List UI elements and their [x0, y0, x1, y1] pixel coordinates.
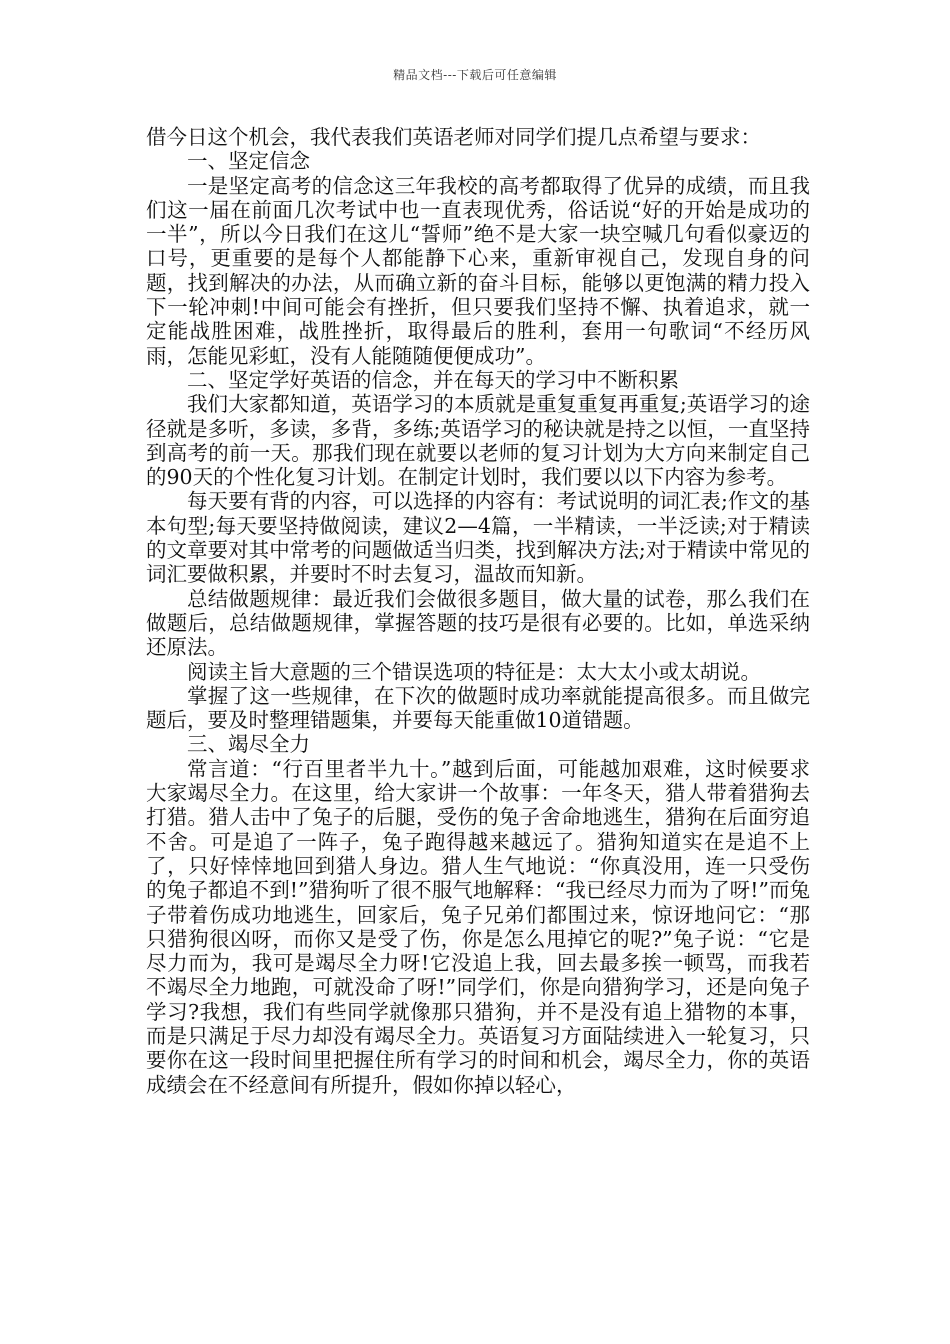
paragraph-daily-recitation: 每天要有背的内容，可以选择的内容有：考试说明的词汇表;作文的基本句型;每天要坚持做阅读，建议2—4篇，一半精读，一半泛读;对于精读的文章要对其中常考的问题做适当归类，找到解决方法;对于精读中常见的词汇要做积累，并要时不时去复习，温故而知新。 [146, 489, 810, 587]
page-header: 精品文档---下载后可任意编辑 [393, 68, 557, 82]
paragraph-summary-rules: 总结做题规律：最近我们会做很多题目，做大量的试卷，那么我们在做题后，总结做题规律，掌握答题的技巧是很有必要的。比如，单选采纳还原法。 [146, 586, 810, 660]
section-heading-1: 一、坚定信念 [187, 149, 310, 174]
paragraph-reading-options: 阅读主旨大意题的三个错误选项的特征是：太大太小或太胡说。 [187, 659, 761, 684]
section-heading-2: 二、坚定学好英语的信念，并在每天的学习中不断积累 [187, 367, 679, 392]
section-heading-3: 三、竭尽全力 [187, 732, 310, 757]
document-body [146, 125, 810, 1097]
paragraph-story: 常言道：“行百里者半九十。”越到后面，可能越加艰难，这时候要求大家竭尽全力。在这里，给大家讲一个故事：一年冬天，猎人带着猎狗去打猎。猎人击中了兔子的后腿，受伤的兔子舍命地逃生，猎狗在后面穷追不舍。可是追了一阵子，兔子跑得越来越远了。猎狗知道实在是追不上了，只好悻悻地回到猎人身边。猎人生气地说：“你真没用，连一只受伤的兔子都追不到!”猎狗听了很不服气地解释：“我已经尽力而为了呀!”而兔子带着伤成功地逃生，回家后，兔子兄弟们都围过来，惊讶地问它：“那只猎狗很凶呀，而你又是受了伤，你是怎么甩掉它的呢?”兔子说：“它是尽力而为，我可是竭尽全力呀!它没追上我，回去最多挨一顿骂，而我若不竭尽全力地跑，可就没命了呀!”同学们，你是向猎狗学习，还是向兔子学习?我想，我们有些同学就像那只猎狗，并不是没有追上猎物的本事，而是只满足于尽力却没有竭尽全力。英语复习方面陆续进入一轮复习，只要你在这一段时间里把握住所有学习的时间和机会，竭尽全力，你的英语成绩会在不经意间有所提升，假如你掉以轻心， [146, 756, 810, 1097]
paragraph-belief: 一是坚定高考的信念这三年我校的高考都取得了优异的成绩，而且我们这一届在前面几次考试中也一直表现优秀，俗话说“好的开始是成功的一半”，所以今日我们在这儿“誓师”绝不是大家一块空喊几句看似豪迈的口号，更重要的是每个人都能静下心来，重新审视自己，发现自身的问题，找到解决的办法，从而确立新的奋斗目标，能够以更饱满的精力投入下一轮冲刺!中间可能会有挫折，但只要我们坚持不懈、执着追求，就一定能战胜困难，战胜挫折，取得最后的胜利，套用一句歌词“不经历风雨，怎能见彩虹，没有人能随随便便成功”。 [146, 173, 810, 368]
paragraph-english-learning: 我们大家都知道，英语学习的本质就是重复重复再重复;英语学习的途径就是多听，多读，多背，多练;英语学习的秘诀就是持之以恒，一直坚持到高考的前一天。那我们现在就要以老师的复习计划为大方向来制定自己的90天的个性化复习计划。在制定计划时，我们要以以下内容为参考。 [146, 392, 810, 490]
intro-paragraph: 借今日这个机会，我代表我们英语老师对同学们提几点希望与要求： [146, 125, 761, 149]
paragraph-mastery: 掌握了这一些规律，在下次的做题时成功率就能提高很多。而且做完题后，要及时整理错题集，并要每天能重做10道错题。 [146, 683, 810, 733]
